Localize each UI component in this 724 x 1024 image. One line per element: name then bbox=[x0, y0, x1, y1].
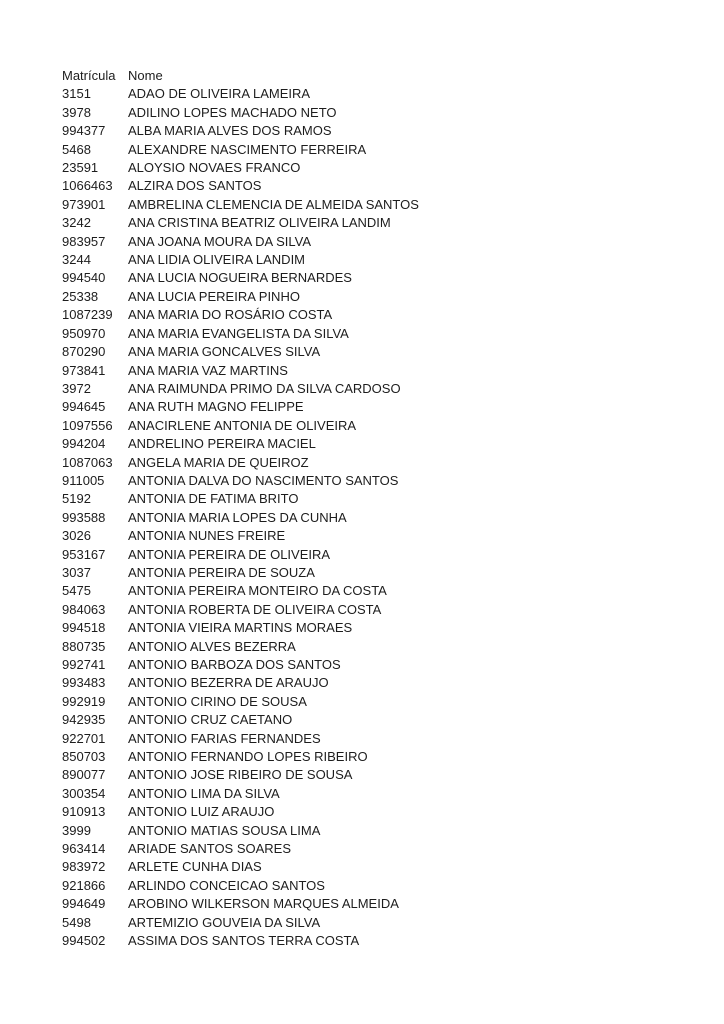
nome-cell: ADAO DE OLIVEIRA LAMEIRA bbox=[128, 86, 311, 102]
nome-cell: ANA LIDIA OLIVEIRA LANDIM bbox=[128, 252, 306, 268]
nome-cell: ANDRELINO PEREIRA MACIEL bbox=[128, 436, 316, 452]
table-row bbox=[62, 306, 419, 324]
nome-cell: ARTEMIZIO GOUVEIA DA SILVA bbox=[128, 914, 321, 930]
nome-cell: ANTONIA MARIA LOPES DA CUNHA bbox=[128, 509, 347, 525]
table-row bbox=[62, 472, 419, 490]
nome-cell: ALZIRA DOS SANTOS bbox=[128, 178, 262, 194]
nome-cell: ANTONIA VIEIRA MARTINS MORAES bbox=[128, 620, 353, 636]
matricula-cell: 3242 bbox=[62, 215, 91, 231]
nome-cell: ANA MARIA GONCALVES SILVA bbox=[128, 344, 321, 360]
matricula-cell: 1066463 bbox=[62, 178, 113, 194]
table-row bbox=[62, 730, 419, 748]
table-row bbox=[62, 343, 419, 361]
nome-cell: ANA LUCIA PEREIRA PINHO bbox=[128, 288, 300, 304]
nome-cell: ANTONIO JOSE RIBEIRO DE SOUSA bbox=[128, 767, 353, 783]
table-row bbox=[62, 251, 419, 269]
table-row bbox=[62, 141, 419, 159]
table-header-row bbox=[62, 67, 419, 85]
table-row bbox=[62, 601, 419, 619]
nome-cell: ANTONIO BEZERRA DE ARAUJO bbox=[128, 675, 329, 691]
nome-column-header: Nome bbox=[128, 68, 163, 83]
nome-cell: ANTONIO LUIZ ARAUJO bbox=[128, 804, 275, 820]
matricula-cell: 25338 bbox=[62, 288, 99, 304]
matricula-cell: 994377 bbox=[62, 123, 106, 139]
table-row bbox=[62, 711, 419, 729]
table-row bbox=[62, 454, 419, 472]
matricula-cell: 870290 bbox=[62, 344, 106, 360]
nome-cell: ANTONIO CIRINO DE SOUSA bbox=[128, 693, 307, 709]
matricula-cell: 983972 bbox=[62, 859, 106, 875]
table-row bbox=[62, 509, 419, 527]
matricula-cell: 3999 bbox=[62, 822, 91, 838]
table-row bbox=[62, 233, 419, 251]
matricula-cell: 992741 bbox=[62, 657, 106, 672]
nome-cell: ANA LUCIA NOGUEIRA BERNARDES bbox=[128, 270, 352, 286]
table-row bbox=[62, 674, 419, 692]
table-row bbox=[62, 214, 419, 232]
nome-cell: AMBRELINA CLEMENCIA DE ALMEIDA SANTOS bbox=[128, 196, 419, 212]
table-row bbox=[62, 159, 419, 177]
table-row bbox=[62, 803, 419, 821]
matricula-cell: 880735 bbox=[62, 638, 106, 654]
matricula-cell: 973841 bbox=[62, 362, 106, 378]
nome-cell: ANTONIA PEREIRA DE OLIVEIRA bbox=[128, 546, 331, 562]
matricula-nome-table bbox=[62, 67, 419, 951]
table-row bbox=[62, 177, 419, 195]
table-row bbox=[62, 435, 419, 453]
nome-cell: ANA MARIA EVANGELISTA DA SILVA bbox=[128, 325, 349, 341]
nome-cell: ALOYSIO NOVAES FRANCO bbox=[128, 160, 301, 176]
table-row bbox=[62, 325, 419, 343]
table-row bbox=[62, 914, 419, 932]
nome-cell: ARLINDO CONCEICAO SANTOS bbox=[128, 877, 325, 893]
matricula-cell: 850703 bbox=[62, 749, 106, 765]
nome-cell: ANTONIA ROBERTA DE OLIVEIRA COSTA bbox=[128, 601, 382, 617]
table-row bbox=[62, 638, 419, 656]
matricula-cell: 300354 bbox=[62, 785, 106, 801]
table-row bbox=[62, 564, 419, 582]
nome-cell: ANACIRLENE ANTONIA DE OLIVEIRA bbox=[128, 417, 357, 433]
nome-cell: ADILINO LOPES MACHADO NETO bbox=[128, 104, 337, 120]
table-row bbox=[62, 380, 419, 398]
matricula-cell: 950970 bbox=[62, 325, 106, 341]
table-row bbox=[62, 619, 419, 637]
matricula-cell: 1087239 bbox=[62, 307, 113, 323]
matricula-cell: 3972 bbox=[62, 380, 91, 396]
nome-cell: ALEXANDRE NASCIMENTO FERREIRA bbox=[128, 141, 367, 157]
matricula-cell: 993483 bbox=[62, 675, 106, 691]
matricula-cell: 5498 bbox=[62, 914, 91, 930]
matricula-cell: 911005 bbox=[62, 472, 105, 488]
matricula-cell: 890077 bbox=[62, 767, 106, 783]
table-row bbox=[62, 269, 419, 287]
table-row bbox=[62, 288, 419, 306]
table-row bbox=[62, 785, 419, 803]
nome-cell: ANTONIO LIMA DA SILVA bbox=[128, 785, 280, 801]
matricula-cell: 3978 bbox=[62, 104, 91, 120]
matricula-cell: 994645 bbox=[62, 399, 106, 415]
matricula-cell: 5192 bbox=[62, 491, 91, 507]
matricula-cell: 922701 bbox=[62, 730, 106, 746]
table-row bbox=[62, 582, 419, 600]
matricula-cell: 23591 bbox=[62, 160, 99, 176]
table-row bbox=[62, 895, 419, 913]
matricula-cell: 992919 bbox=[62, 693, 106, 709]
nome-cell: ANA JOANA MOURA DA SILVA bbox=[128, 233, 312, 249]
nome-cell: ANTONIO MATIAS SOUSA LIMA bbox=[128, 822, 321, 838]
table-row bbox=[62, 122, 419, 140]
matricula-cell: 5468 bbox=[62, 141, 91, 157]
matricula-cell: 994204 bbox=[62, 436, 106, 452]
matricula-cell: 983957 bbox=[62, 233, 106, 249]
matricula-column-header: Matrícula bbox=[62, 68, 116, 83]
matricula-cell: 963414 bbox=[62, 841, 106, 857]
matricula-cell: 994649 bbox=[62, 896, 106, 912]
nome-cell: ANTONIA NUNES FREIRE bbox=[128, 528, 286, 544]
matricula-cell: 953167 bbox=[62, 546, 106, 562]
table-row bbox=[62, 766, 419, 784]
table-row bbox=[62, 398, 419, 416]
nome-cell: ANTONIA PEREIRA DE SOUZA bbox=[128, 564, 315, 580]
nome-cell: ANA MARIA DO ROSÁRIO COSTA bbox=[128, 307, 333, 323]
matricula-cell: 3026 bbox=[62, 528, 91, 544]
table-row bbox=[62, 822, 419, 840]
matricula-cell: 994518 bbox=[62, 620, 106, 636]
matricula-cell: 921866 bbox=[62, 877, 106, 893]
nome-cell: ANTONIA DALVA DO NASCIMENTO SANTOS bbox=[128, 472, 399, 488]
nome-cell: ANTONIO FARIAS FERNANDES bbox=[128, 730, 321, 746]
table-row bbox=[62, 840, 419, 858]
nome-cell: ANTONIO CRUZ CAETANO bbox=[128, 712, 293, 728]
table-row bbox=[62, 85, 419, 103]
nome-cell: ANGELA MARIA DE QUEIROZ bbox=[128, 454, 309, 470]
matricula-cell: 3037 bbox=[62, 564, 91, 580]
nome-cell: ANTONIA PEREIRA MONTEIRO DA COSTA bbox=[128, 583, 387, 599]
matricula-cell: 994540 bbox=[62, 270, 106, 286]
table-row bbox=[62, 932, 419, 950]
table-body bbox=[62, 85, 419, 950]
matricula-cell: 1097556 bbox=[62, 417, 113, 433]
table-row bbox=[62, 362, 419, 380]
table-row bbox=[62, 527, 419, 545]
nome-cell: ALBA MARIA ALVES DOS RAMOS bbox=[128, 123, 332, 139]
matricula-cell: 984063 bbox=[62, 601, 106, 617]
nome-cell: ANTONIO ALVES BEZERRA bbox=[128, 638, 296, 654]
nome-cell: ARLETE CUNHA DIAS bbox=[128, 859, 262, 875]
nome-cell: ANTONIO FERNANDO LOPES RIBEIRO bbox=[128, 749, 368, 765]
nome-cell: ANTONIA DE FATIMA BRITO bbox=[128, 491, 299, 507]
matricula-cell: 973901 bbox=[62, 196, 106, 212]
nome-cell: ANA RAIMUNDA PRIMO DA SILVA CARDOSO bbox=[128, 380, 401, 396]
table-row bbox=[62, 656, 419, 674]
table-row bbox=[62, 104, 419, 122]
matricula-cell: 3244 bbox=[62, 252, 91, 268]
matricula-cell: 1087063 bbox=[62, 454, 113, 470]
nome-cell: AROBINO WILKERSON MARQUES ALMEIDA bbox=[128, 896, 399, 912]
nome-cell: ARIADE SANTOS SOARES bbox=[128, 841, 292, 857]
matricula-cell: 942935 bbox=[62, 712, 106, 728]
table-row bbox=[62, 693, 419, 711]
table-row bbox=[62, 858, 419, 876]
table-row bbox=[62, 196, 419, 214]
nome-cell: ANTONIO BARBOZA DOS SANTOS bbox=[128, 657, 341, 672]
matricula-cell: 910913 bbox=[62, 804, 106, 820]
matricula-cell: 994502 bbox=[62, 933, 106, 949]
table-row bbox=[62, 490, 419, 508]
matricula-cell: 3151 bbox=[62, 86, 91, 102]
table-row bbox=[62, 417, 419, 435]
nome-cell: ANA CRISTINA BEATRIZ OLIVEIRA LANDIM bbox=[128, 215, 391, 231]
table-row bbox=[62, 546, 419, 564]
nome-cell: ANA RUTH MAGNO FELIPPE bbox=[128, 399, 304, 415]
nome-cell: ASSIMA DOS SANTOS TERRA COSTA bbox=[128, 933, 360, 949]
matricula-cell: 5475 bbox=[62, 583, 91, 599]
table-row bbox=[62, 748, 419, 766]
nome-cell: ANA MARIA VAZ MARTINS bbox=[128, 362, 288, 378]
table-row bbox=[62, 877, 419, 895]
matricula-cell: 993588 bbox=[62, 509, 106, 525]
